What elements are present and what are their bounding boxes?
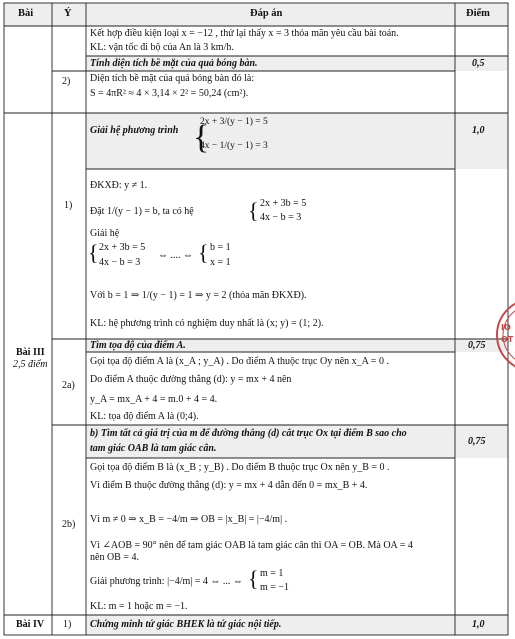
part1-title: Giải hệ phương trình (90, 125, 179, 136)
part2a-score: 0,75 (468, 340, 486, 351)
part2a-title: Tìm tọa độ của điểm A. (90, 340, 186, 351)
bai4-title: Chứng minh tứ giác BHEK là tứ giác nội tiếp. (90, 619, 282, 630)
part2b-kl: KL: m = 1 hoặc m = −1. (90, 601, 188, 612)
header-dap-an: Đáp án (250, 8, 283, 19)
part2b-line1: Gọi tọa độ điểm B là (x_B ; y_B) . Do điểm B thuộc trục Ox nên y_B = 0 . (90, 462, 390, 473)
sol-brace: { (248, 566, 259, 591)
part1-dat: Đặt 1/(y − 1) = b, ta có hệ (90, 206, 194, 217)
part1-kl: KL: hệ phương trình có nghiệm duy nhất là (x; y) = (1; 2). (90, 318, 324, 329)
part2b-line6: Giải phương trình: |−4/m| = 4 ⇔ ... ⇔ (90, 576, 243, 587)
part1-score: 1,0 (472, 125, 485, 136)
row2-line1: Diện tích bề mặt của quả bóng bàn đó là: (90, 73, 255, 84)
sys1-a: 2x + 3b = 5 (260, 198, 307, 209)
part2b-title2: tam giác OAB là tam giác cân. (90, 443, 217, 454)
bai3-points: 2,5 điểm (13, 359, 48, 370)
sys2-arrow: ⇔ .... ⇔ (158, 250, 193, 261)
sys2-a: 2x + 3b = 5 (99, 242, 146, 253)
sys3-a: b = 1 (210, 242, 231, 253)
row2-title: Tính diện tích bề mặt của quả bóng bàn. (90, 58, 258, 69)
part2a-line3: y_A = mx_A + 4 = m.0 + 4 = 4. (90, 394, 218, 405)
part1-y: 1) (64, 200, 73, 211)
part2b-title1: b) Tìm tất cả giá trị của m để đường thẳng (d) cắt trục Ox tại điểm B sao cho (90, 428, 407, 439)
row1-line1: Kết hợp điều kiện loại x = −12 , thử lại thấy x = 3 thỏa mãn yêu cầu bài toán. (90, 28, 399, 39)
part1-voi: Với b = 1 ⇒ 1/(y − 1) = 1 ⇒ y = 2 (thỏa mãn ĐKXĐ). (90, 290, 307, 301)
row2-formula: S = 4πR² ≈ 4 × 3,14 × 2² = 50,24 (cm²). (90, 88, 249, 99)
part2b-y: 2b) (62, 519, 76, 530)
header-y: Ý (64, 8, 72, 19)
row1-line2: KL: vận tốc đi bộ của An là 3 km/h. (90, 42, 234, 53)
part1-brace: { (193, 119, 210, 156)
part1-eq2: 4x − 1/(y − 1) = 3 (200, 141, 268, 151)
bai4-label: Bài IV (16, 619, 45, 630)
part2a-y: 2a) (62, 380, 75, 391)
part2a-line4: KL: tọa độ điểm A là (0;4). (90, 411, 199, 422)
row2-y: 2) (62, 76, 71, 87)
bai4-score: 1,0 (472, 619, 485, 630)
row2-score: 0,5 (472, 58, 485, 69)
sys1-brace: { (248, 198, 259, 223)
part2b-sol1: m = 1 (260, 568, 284, 579)
sys1-b: 4x − b = 3 (260, 212, 302, 223)
part2b-line4: Vì ∠AOB = 90° nên để tam giác OAB là tam giác cân thì OA = OB. Mà OA = 4 (90, 540, 413, 551)
header-diem: Điểm (466, 8, 490, 19)
part2a-line1: Gọi tọa độ điểm A là (x_A ; y_A) . Do điểm A thuộc trục Oy nên x_A = 0 . (90, 356, 389, 367)
part2b-line2: Vì điểm B thuộc đường thẳng (d): y = mx + 4 dẫn đến 0 = mx_B + 4. (90, 480, 368, 491)
bai3-label: Bài III (16, 347, 45, 358)
sys3-brace: { (198, 240, 209, 265)
part1-dkxd: ĐKXĐ: y ≠ 1. (90, 180, 148, 191)
part1-eq1: 2x + 3/(y − 1) = 5 (200, 117, 268, 127)
part2a-line2: Do điểm A thuộc đường thẳng (d): y = mx + 4 nên (90, 374, 292, 385)
sys3-b: x = 1 (210, 257, 231, 268)
bai4-y: 1) (63, 619, 72, 630)
sys2-brace: { (88, 240, 99, 265)
part2b-score: 0,75 (468, 436, 486, 447)
header-bai: Bài (18, 8, 34, 19)
part1-giai-he: Giải hệ (90, 228, 120, 239)
part2b-line5: nên OB = 4. (90, 552, 139, 563)
part2b-line3: Vì m ≠ 0 ⇒ x_B = −4/m ⇒ OB = |x_B| = |−4/m| . (90, 514, 288, 525)
stamp-icon: IO OT (493, 285, 515, 385)
sys2-b: 4x − b = 3 (99, 257, 141, 268)
part2b-sol2: m = −1 (260, 582, 290, 593)
